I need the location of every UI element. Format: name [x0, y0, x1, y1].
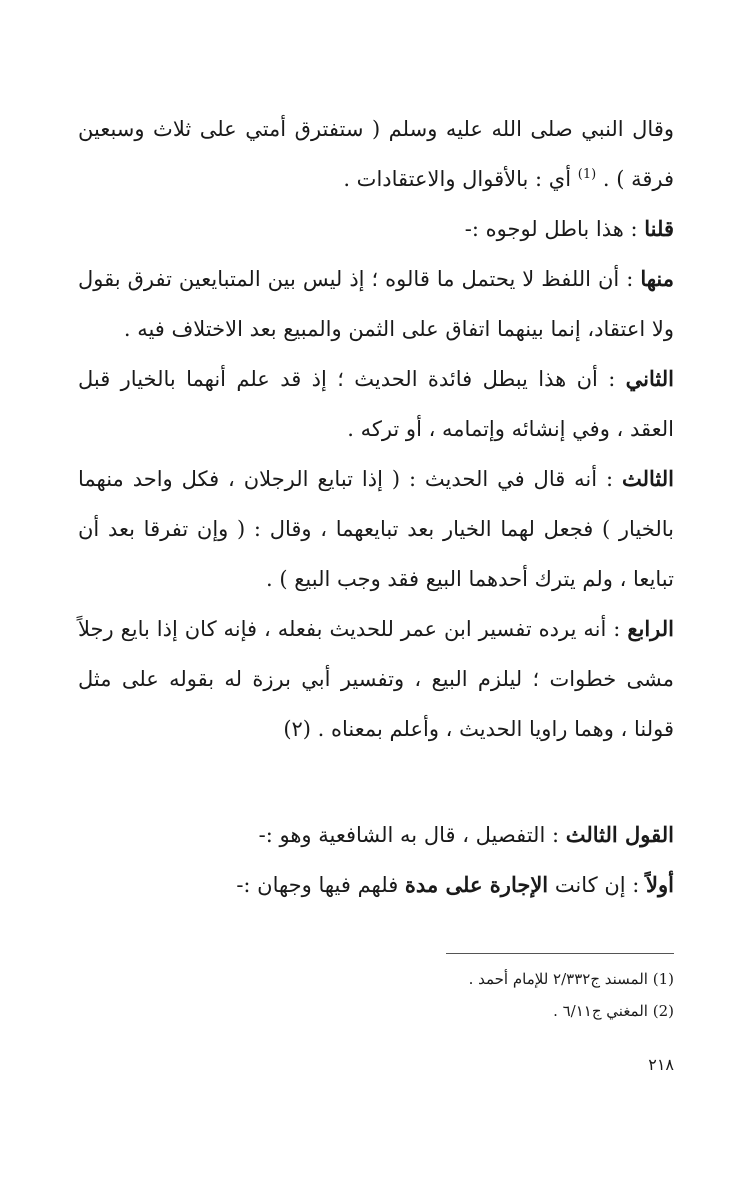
footnotes [380, 963, 674, 1027]
heading-third: الثالث [622, 466, 674, 491]
section-third-opinion [78, 810, 674, 860]
paragraph-qulna [78, 204, 674, 254]
text-qulna: : هذا باطل لوجوه :- [464, 217, 645, 241]
paragraph-hadith [78, 104, 674, 204]
heading-qulna: قلنا [644, 216, 674, 241]
main-text [78, 104, 674, 910]
footnote-2: (2) المغني ج٦/١١ . [553, 1002, 674, 1020]
heading-first-point: أولاً [646, 872, 674, 897]
footnote-divider [446, 953, 674, 954]
text-third: : أنه قال في الحديث : ( إذا تبايع الرجلان ، فكل واحد منهما بالخيار ) فجعل لهما الخيار بعد تبايعهما ، وقال : ( وإن تفرقا بعد أن تبايعا ، ولم يترك أحدهما البيع فقد وجب البيع ) . [78, 467, 674, 591]
page-number: ٢١٨ [648, 1055, 674, 1074]
heading-fourth: الرابع [627, 616, 674, 641]
paragraph-third [78, 454, 674, 604]
section-first-point [78, 860, 674, 910]
paragraph-fourth [78, 604, 674, 754]
heading-third-opinion: القول الثالث [565, 822, 674, 847]
text-minha: : أن اللفظ لا يحتمل ما قالوه ؛ إذ ليس بين المتبايعين تفرق بقول ولا اعتقاد، إنما بينهما اتفاق على الثمن والمبيع بعد الاختلاف فيه . [78, 267, 674, 341]
heading-minha: منها [640, 266, 674, 291]
bold-ijara-term: الإجارة على مدة [404, 872, 549, 897]
heading-second: الثاني [625, 366, 674, 391]
section-spacer [78, 754, 674, 810]
text-second: : أن هذا يبطل فائدة الحديث ؛ إذ قد علم أنهما بالخيار قبل العقد ، وفي إنشائه وإتمامه ، أو تركه . [78, 367, 674, 441]
text-third-opinion: : التفصيل ، قال به الشافعية وهو :- [258, 823, 566, 847]
hadith-text: وقال النبي صلى الله عليه وسلم ( ستفترق أمتي على ثلاث وسبعين فرقة ) . [78, 117, 674, 191]
footnote-1: (1) المسند ج٢/٣٣٢ للإمام أحمد . [468, 970, 674, 988]
text-fourth: : أنه يرده تفسير ابن عمر للحديث بفعله ، فإنه كان إذا بايع رجلاً مشى خطوات ؛ ليلزم البيع ، وتفسير أبي برزة له بقوله على مثل قولنا ، وهما راويا الحديث ، وأعلم بمعناه . (٢) [78, 617, 674, 741]
paragraph-second [78, 354, 674, 454]
text-first-point-a: : إن كانت [548, 873, 647, 897]
footnote-ref-1: (1) [577, 167, 597, 182]
paragraph-minha [78, 254, 674, 354]
text-first-point-b: فلهم فيها وجهان :- [236, 873, 405, 897]
hadith-explanation: أي : بالأقوال والاعتقادات . [343, 167, 578, 191]
